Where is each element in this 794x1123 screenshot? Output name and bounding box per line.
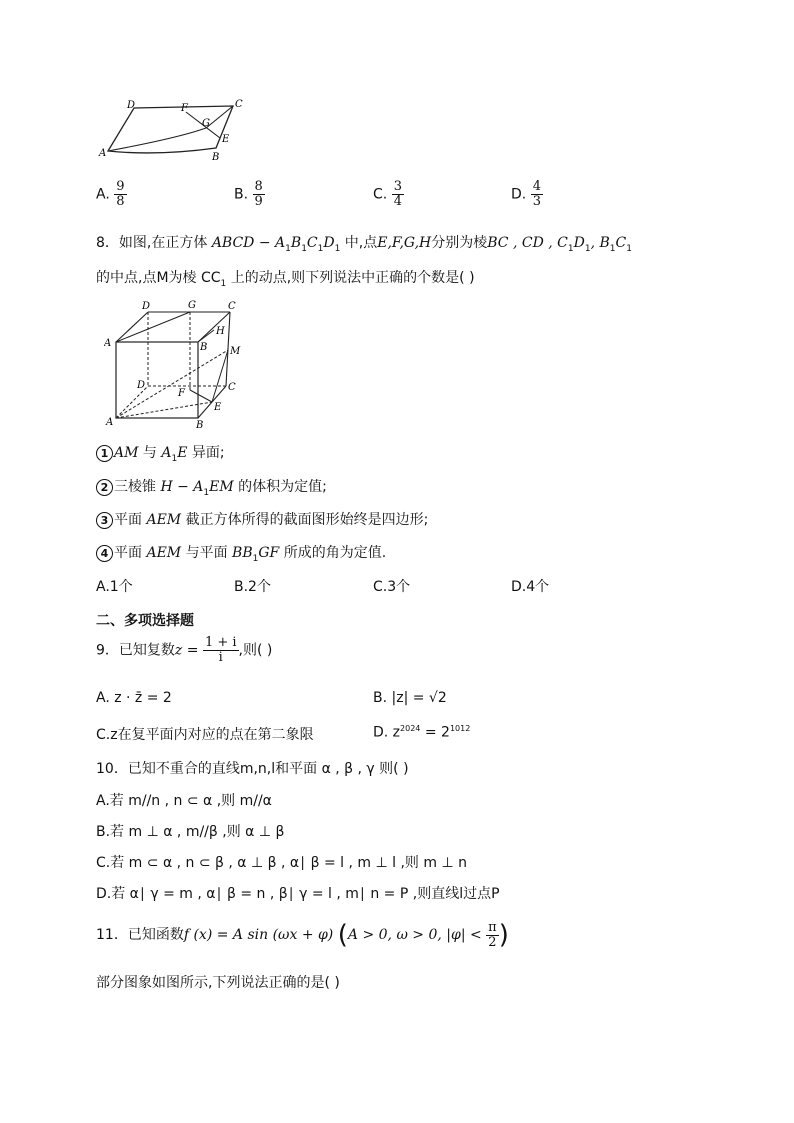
label-M: M xyxy=(230,346,241,357)
q9-option-c: C.z在复平面内对应的点在第二象限 xyxy=(96,727,314,743)
q8-statement-2: 2 三棱锥 $H - A_1EM$ 的体积为定值; xyxy=(96,476,327,498)
q8-stem-line2: 的中点,点M为棱 $CC_1$ 上的动点,则下列说法中正确的个数是( ) xyxy=(96,270,475,289)
q8-option-b: B.2个 xyxy=(234,579,271,595)
label-B: B xyxy=(212,152,220,162)
label-F: F xyxy=(181,103,188,114)
quad-outline xyxy=(108,106,233,153)
q7-option-d: D. $\frac{4}{3}$ xyxy=(511,179,541,209)
label-C1: C xyxy=(228,301,236,312)
q10-stem: 10．已知不重合的直线m,n,l和平面 α , β , γ 则( ) xyxy=(96,761,409,777)
curve-AG xyxy=(108,128,206,151)
q10-option-c: C.若 m ⊂ α , n ⊂ β , α ⊥ β , α∣ β = l , m ⊥ l ,则 m ⊥ n xyxy=(96,855,467,871)
q11-stem-line2: 部分图象如图所示,下列说法正确的是( ) xyxy=(96,975,340,991)
label-A: A xyxy=(106,417,114,428)
q9-option-a: A. z · z̄ = 2 xyxy=(96,690,172,706)
label-E: E xyxy=(214,402,222,413)
q7-option-c: C. $\frac{3}{4}$ xyxy=(373,179,402,209)
q7-option-a: A. $\frac{9}{8}$ xyxy=(96,179,125,209)
label-H: H xyxy=(216,326,225,337)
label-C: C xyxy=(228,382,236,393)
label-A: A xyxy=(99,148,107,159)
label-G: G xyxy=(188,300,196,311)
q8-option-a: A.1个 xyxy=(96,579,133,595)
edge-B1C1 xyxy=(198,312,230,342)
label-C: C xyxy=(235,99,243,110)
cube-figure xyxy=(104,298,254,430)
label-A1: A xyxy=(104,338,112,349)
label-B1: B xyxy=(200,342,208,353)
q11-stem: 11．已知函数f (x) = A sin (ωx + φ) (A > 0, ω > 0, |φ| < $\frac{\pi}{2}$ ) xyxy=(96,919,509,950)
label-F: F xyxy=(178,388,185,399)
q10-option-d: D.若 α∣ γ = m , α∣ β = n , β∣ γ = l , m∣ n = P ,则直线l过点P xyxy=(96,886,500,902)
segment-FE xyxy=(190,390,212,402)
label-D: D xyxy=(127,100,136,111)
label-B: B xyxy=(196,420,204,430)
segment-AM xyxy=(116,350,228,418)
label-E: E xyxy=(222,134,230,145)
q8-option-c: C.3个 xyxy=(373,579,411,595)
q8-statement-4: 4 平面 AEM 与平面 $BB_1GF$ 所成的角为定值. xyxy=(96,542,386,564)
section-heading: 二、多项选择题 xyxy=(96,613,194,629)
q9-stem: 9．已知复数z = $\frac{1 + i}{i}$ ,则( ) xyxy=(96,635,273,665)
segment-A1G xyxy=(116,312,190,342)
quadrilateral-figure xyxy=(98,98,258,162)
label-G: G xyxy=(202,118,210,129)
q9-option-d: D. $z^{2024} = 2^{1012}$ xyxy=(373,724,471,741)
q10-option-b: B.若 m ⊥ α , m//β ,则 α ⊥ β xyxy=(96,824,285,840)
q9-option-b: B. |z| = √2 xyxy=(373,690,447,706)
segment-B1H xyxy=(198,330,214,342)
q8-statement-1: 1 AM 与 $A_1E$ 异面; xyxy=(96,442,225,464)
q8-statement-3: 3 平面 AEM 截正方体所得的截面图形始终是四边形; xyxy=(96,509,428,529)
edge-A1D1 xyxy=(116,312,148,342)
q10-option-a: A.若 m//n , n ⊂ α ,则 m//α xyxy=(96,793,272,809)
q8-option-d: D.4个 xyxy=(511,579,550,595)
q8-stem-line1: 8．如图,在正方体 ABCD − $A_1B_1C_1D_1$ 中,点E,F,G,H分别为棱BC , CD , $C_1D_1$, $B_1C_1$ xyxy=(96,235,632,254)
label-D1: D xyxy=(142,301,151,312)
label-D: D xyxy=(137,380,146,391)
q7-option-b: B. $\frac{8}{9}$ xyxy=(234,179,263,209)
